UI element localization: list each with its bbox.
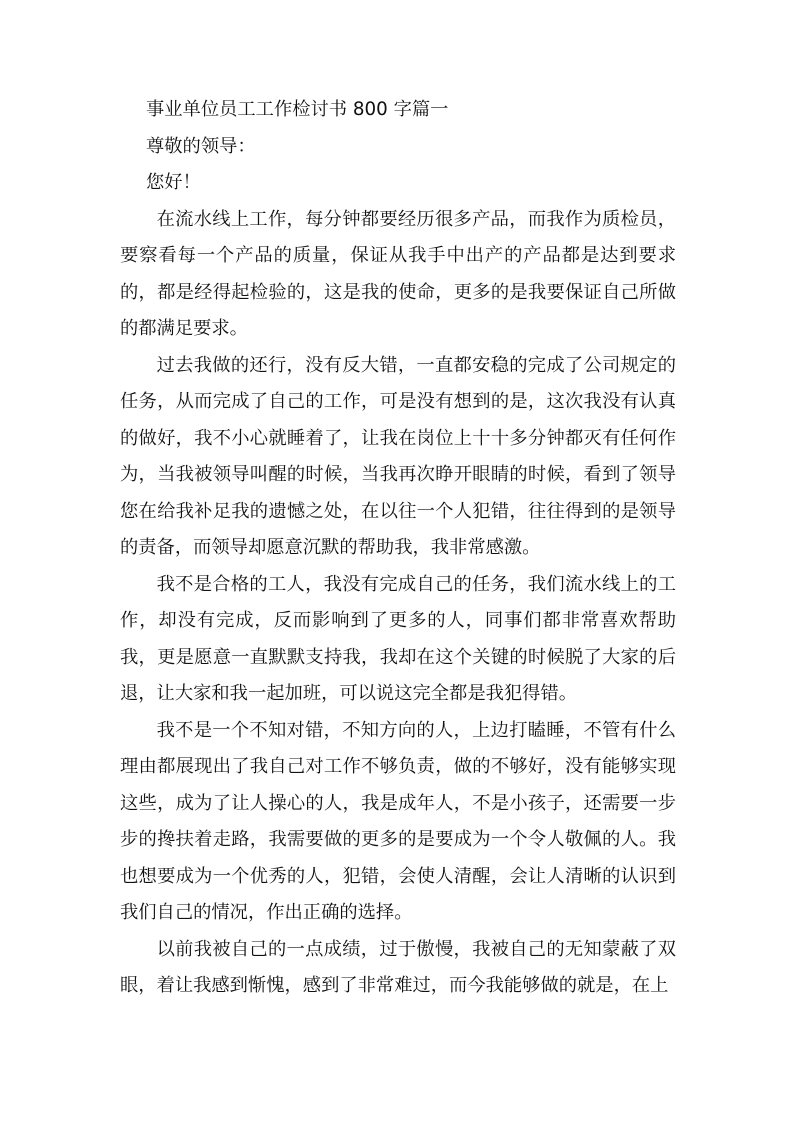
paragraph-3: 我不是合格的工人，我没有完成自己的任务，我们流水线上的工作，却没有完成，反而影响到了更多的人，同事们都非常喜欢帮助我，更是愿意一直默默支持我，我却在这个关键的时候脱了大家的后退，让大家和我一起加班，可以说这完全都是我犯得错。 bbox=[120, 573, 676, 704]
salutation: 尊敬的领导： bbox=[146, 135, 256, 157]
greeting: 您好！ bbox=[146, 172, 201, 193]
paragraph-1: 在流水线上工作，每分钟都要经历很多产品，而我作为质检员，要察看每一个产品的质量，保证从我手中出产的产品都是达到要求的，都是经得起检验的，这是我的使命，更多的是我要保证自己所做的都满足要求。 bbox=[120, 208, 676, 339]
paragraph-5: 以前我被自己的一点成绩，过于傲慢，我被自己的无知蒙蔽了双眼，着让我感到惭愧，感到了非常难过，而今我能够做的就是，在上 bbox=[120, 938, 676, 996]
document-body bbox=[120, 92, 676, 1005]
paragraph-4: 我不是一个不知对错，不知方向的人，上边打瞌睡，不管有什么理由都展现出了我自己对工作不够负责，做的不够好，没有能够实现这些，成为了让人操心的人，我是成年人，不是小孩子，还需要一步步的搀扶着走路，我需要做的更多的是要成为一个令人敬佩的人。我也想要成为一个优秀的人，犯错，会使人清醒，会让人清晰的认识到我们自己的情况，作出正确的选择。 bbox=[120, 719, 676, 923]
document-title: 事业单位员工工作检讨书 800 字篇一 bbox=[146, 99, 449, 120]
paragraph-2: 过去我做的还行，没有反大错，一直都安稳的完成了公司规定的任务，从而完成了自己的工作，可是没有想到的是，这次我没有认真的做好，我不小心就睡着了，让我在岗位上十十多分钟都灭有任何作为，当我被领导叫醒的时候，当我再次睁开眼睛的时候，看到了领导您在给我补足我的遗憾之处，在以往一个人犯错，往往得到的是领导的责备，而领导却愿意沉默的帮助我，我非常感激。 bbox=[120, 354, 676, 558]
